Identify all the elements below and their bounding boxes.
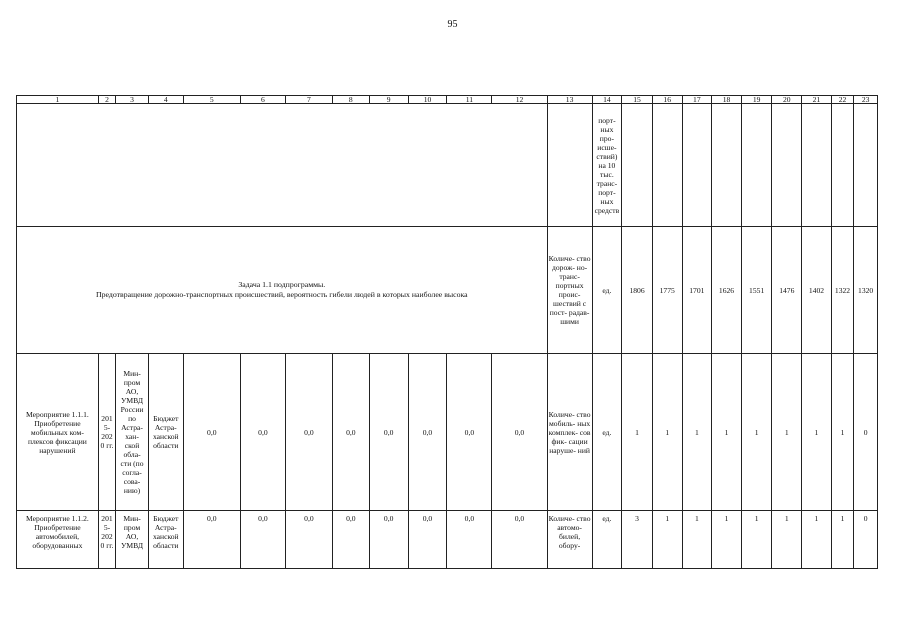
col-num: 11 (447, 96, 492, 104)
value-cell: 1 (682, 354, 712, 511)
col-num: 3 (116, 96, 149, 104)
indicator-text: порт- ных про- исше- ствий) на 10 тыс. транс- порт- ных средств (592, 104, 622, 227)
col-num: 10 (408, 96, 447, 104)
col-num: 6 (240, 96, 285, 104)
empty-cell (652, 104, 682, 227)
measure-name: Мероприятие 1.1.2. Приобретение автомобилей, оборудованных (17, 511, 99, 569)
amount-cell: 0,0 (492, 511, 547, 569)
indicator-continuation-row (17, 104, 878, 227)
value-cell: 1 (652, 354, 682, 511)
amount-cell: 0,0 (332, 354, 369, 511)
col-num: 13 (547, 96, 592, 104)
col-num: 9 (369, 96, 408, 104)
col-num: 22 (831, 96, 853, 104)
task-description: Предотвращение дорожно-транспортных происшествий, вероятность гибели людей в которых наиболее высока (95, 290, 468, 299)
empty-cell (772, 104, 802, 227)
executor-cell: Мин- пром АО, УМВД России по Астра- хан- ской обла- сти (по согла- сова- нию) (116, 354, 149, 511)
col-num: 7 (285, 96, 332, 104)
indicator-text: Количе- ство мобиль- ных комплек- сов фик- сации наруше- ний (547, 354, 592, 511)
empty-cell (854, 104, 878, 227)
empty-cell (622, 104, 653, 227)
measure-row (17, 511, 878, 569)
unit-cell: ед. (592, 227, 622, 354)
value-cell: 1402 (802, 227, 832, 354)
amount-cell: 0,0 (369, 511, 408, 569)
amount-cell: 0,0 (240, 354, 285, 511)
empty-cell (547, 104, 592, 227)
executor-cell: Мин- пром АО, УМВД (116, 511, 149, 569)
amount-cell: 0,0 (408, 354, 447, 511)
col-num: 4 (148, 96, 183, 104)
empty-cell (741, 104, 772, 227)
value-cell: 0 (854, 354, 878, 511)
measure-name: Мероприятие 1.1.1. Приобретение мобильных ком- плексов фиксации нарушений (17, 354, 99, 511)
col-num: 19 (741, 96, 772, 104)
value-cell: 1775 (652, 227, 682, 354)
value-cell: 1 (831, 511, 853, 569)
unit-cell: ед. (592, 511, 622, 569)
amount-cell: 0,0 (285, 354, 332, 511)
column-number-row (17, 96, 878, 104)
col-num: 8 (332, 96, 369, 104)
unit-cell: ед. (592, 354, 622, 511)
col-num: 18 (712, 96, 742, 104)
amount-cell: 0,0 (240, 511, 285, 569)
col-num: 23 (854, 96, 878, 104)
amount-cell: 0,0 (447, 511, 492, 569)
indicator-text: Количе- ство автомо- билей, обору- (547, 511, 592, 569)
col-num: 2 (98, 96, 115, 104)
col-num: 15 (622, 96, 653, 104)
value-cell: 1 (712, 354, 742, 511)
program-table (16, 95, 878, 569)
measure-row (17, 354, 878, 511)
col-num: 21 (802, 96, 832, 104)
value-cell: 1320 (854, 227, 878, 354)
value-cell: 1 (802, 511, 832, 569)
value-cell: 1 (622, 354, 653, 511)
col-num: 12 (492, 96, 547, 104)
col-num: 5 (183, 96, 240, 104)
page-number: 95 (447, 19, 458, 30)
amount-cell: 0,0 (447, 354, 492, 511)
value-cell: 1 (652, 511, 682, 569)
task-title-cell (17, 227, 548, 354)
col-num: 1 (17, 96, 99, 104)
amount-cell: 0,0 (332, 511, 369, 569)
value-cell: 1476 (772, 227, 802, 354)
value-cell: 1 (831, 354, 853, 511)
value-cell: 3 (622, 511, 653, 569)
col-num: 20 (772, 96, 802, 104)
empty-cell (802, 104, 832, 227)
empty-cell (17, 104, 548, 227)
col-num: 14 (592, 96, 622, 104)
years-cell: 2015- 2020 гг. (98, 354, 115, 511)
value-cell: 1 (772, 354, 802, 511)
amount-cell: 0,0 (408, 511, 447, 569)
amount-cell: 0,0 (183, 511, 240, 569)
source-cell: Бюджет Астра- ханской области (148, 511, 183, 569)
amount-cell: 0,0 (183, 354, 240, 511)
indicator-text: Количе- ство дорож- но- транс- портных проис- шествий с пост- радав- шими (547, 227, 592, 354)
empty-cell (682, 104, 712, 227)
value-cell: 1 (712, 511, 742, 569)
value-cell: 1551 (741, 227, 772, 354)
col-num: 16 (652, 96, 682, 104)
source-cell: Бюджет Астра- ханской области (148, 354, 183, 511)
empty-cell (712, 104, 742, 227)
amount-cell: 0,0 (492, 354, 547, 511)
task-row (17, 227, 878, 354)
value-cell: 1 (741, 354, 772, 511)
value-cell: 1 (682, 511, 712, 569)
task-title: Задача 1.1 подпрограммы. (238, 280, 326, 289)
empty-cell (831, 104, 853, 227)
value-cell: 1322 (831, 227, 853, 354)
value-cell: 0 (854, 511, 878, 569)
value-cell: 1 (802, 354, 832, 511)
amount-cell: 0,0 (285, 511, 332, 569)
col-num: 17 (682, 96, 712, 104)
years-cell: 2015- 2020 гг. (98, 511, 115, 569)
value-cell: 1626 (712, 227, 742, 354)
value-cell: 1701 (682, 227, 712, 354)
amount-cell: 0,0 (369, 354, 408, 511)
value-cell: 1806 (622, 227, 653, 354)
value-cell: 1 (741, 511, 772, 569)
value-cell: 1 (772, 511, 802, 569)
